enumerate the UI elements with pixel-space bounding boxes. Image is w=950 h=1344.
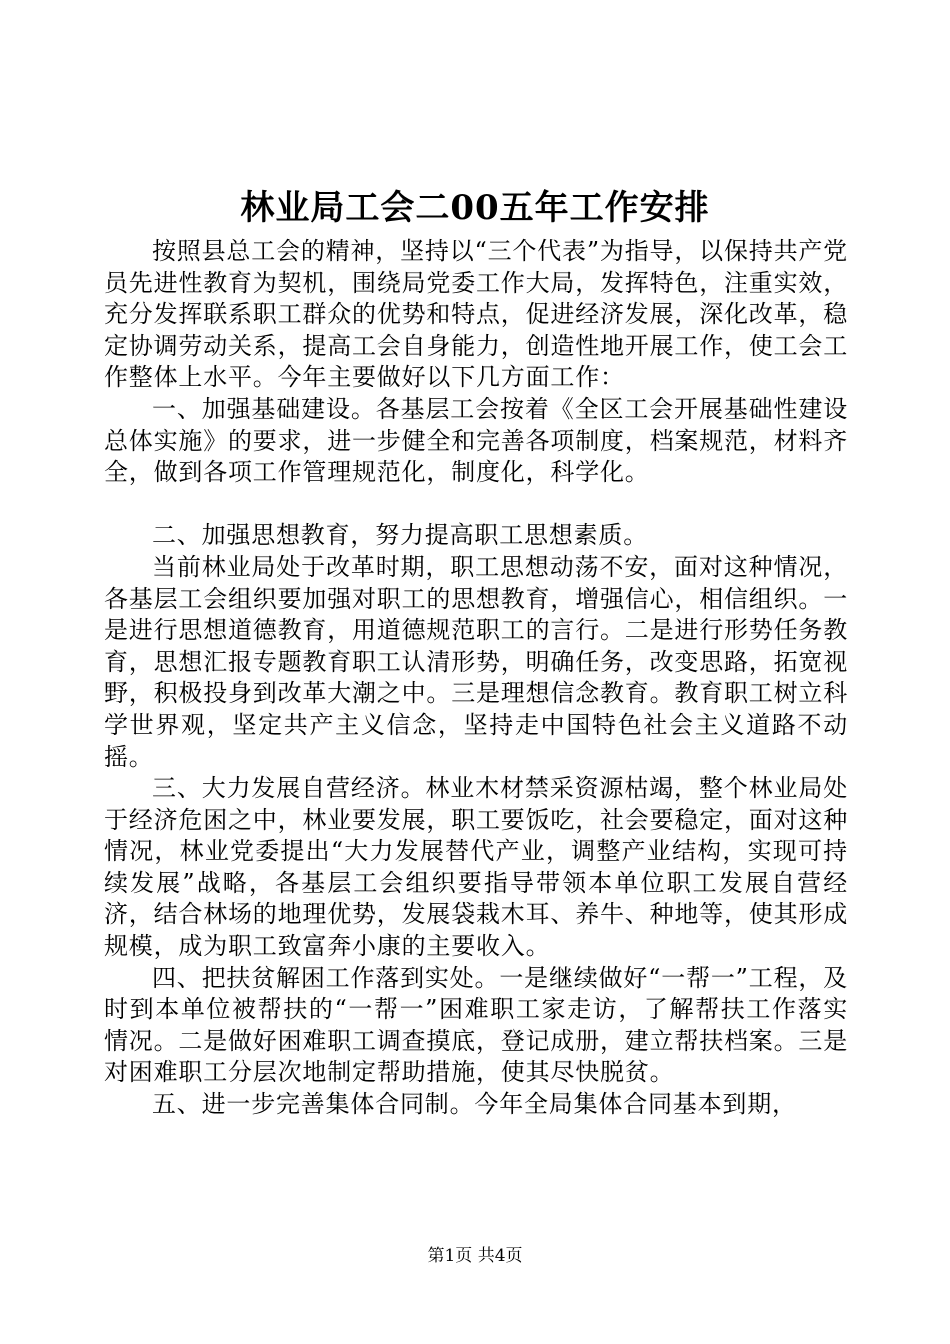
paragraph-section-3: 三、大力发展自营经济。林业木材禁采资源枯竭，整个林业局处于经济危困之中，林业要发展，职工要饭吃，社会要稳定，面对这种情况，林业党委提出“大力发展替代产业，调整产业结构，实现可持续发展”战略，各基层工会组织要指导带领本单位职工发展自营经济，结合林场的地理优势，发展袋栽木耳、养牛、种地等，使其形成规模，成为职工致富奔小康的主要收入。 xyxy=(104,774,848,961)
document-title: 林业局工会二00五年工作安排 xyxy=(240,188,710,228)
document-body xyxy=(104,236,848,1121)
paragraph-intro: 按照县总工会的精神，坚持以“三个代表”为指导，以保持共产党员先进性教育为契机，围绕局党委工作大局，发挥特色，注重实效，充分发挥联系职工群众的优势和特点，促进经济发展，深化改革，稳定协调劳动关系，提高工会自身能力，创造性地开展工作，使工会工作整体上水平。今年主要做好以下几方面工作： xyxy=(104,237,848,392)
paragraph-section-4: 四、把扶贫解困工作落到实处。一是继续做好“一帮一”工程，及时到本单位被帮扶的“一帮一”困难职工家走访，了解帮扶工作落实情况。二是做好困难职工调查摸底，登记成册，建立帮扶档案。三是对困难职工分层次地制定帮助措施，使其尽快脱贫。 xyxy=(104,963,848,1087)
page-indicator: 第1页 共4页 xyxy=(427,1246,523,1266)
paragraph-section-2-body: 当前林业局处于改革时期，职工思想动荡不安，面对这种情况，各基层工会组织要加强对职工的思想教育，增强信心，相信组织。一是进行思想道德教育，用道德规范职工的言行。二是进行形势任务教育，思想汇报专题教育职工认清形势，明确任务，改变思路，拓宽视野，积极投身到改革大潮之中。三是理想信念教育。教育职工树立科学世界观，坚定共产主义信念，坚持走中国特色社会主义道路不动摇。 xyxy=(104,552,848,771)
paragraph-section-2-heading: 二、加强思想教育，努力提高职工思想素质。 xyxy=(152,521,648,550)
paragraph-section-1: 一、加强基础建设。各基层工会按着《全区工会开展基础性建设总体实施》的要求，进一步健全和完善各项制度，档案规范，材料齐全，做到各项工作管理规范化，制度化，科学化。 xyxy=(104,394,848,487)
paragraph-section-5: 五、进一步完善集体合同制。今年全局集体合同基本到期， xyxy=(152,1090,797,1119)
